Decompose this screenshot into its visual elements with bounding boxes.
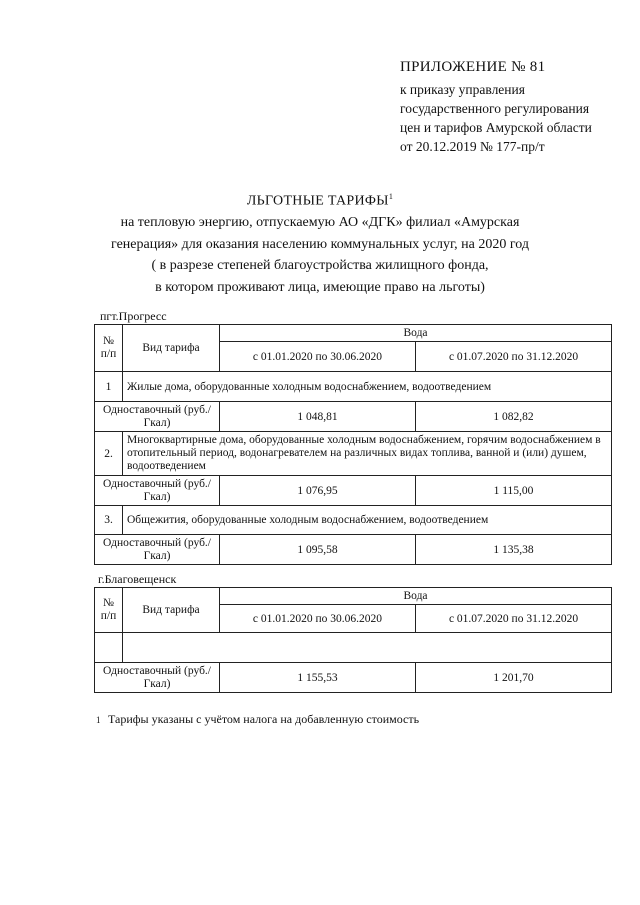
city-label: пгт.Прогресс bbox=[100, 309, 167, 323]
tariff-value-2: 1 082,82 bbox=[416, 402, 612, 432]
header-group: Вода bbox=[220, 325, 612, 342]
header-row bbox=[95, 325, 612, 342]
title-line: на тепловую энергию, отпускаемую АО «ДГК» филиал «Амурская bbox=[120, 215, 520, 231]
tariff-row bbox=[95, 402, 612, 432]
tariff-row bbox=[95, 476, 612, 506]
header-num: № п/п bbox=[95, 325, 123, 372]
tariff-row bbox=[95, 535, 612, 565]
title-footnote-mark: 1 bbox=[388, 192, 394, 201]
tariff-row bbox=[95, 663, 612, 693]
annex-line: государственного регулирования bbox=[400, 101, 590, 116]
section-row bbox=[95, 506, 612, 535]
section-num: 3. bbox=[95, 506, 123, 535]
tariff-label: Одноставочный (руб./Гкал) bbox=[95, 476, 220, 506]
city-label: г.Благовещенск bbox=[98, 572, 177, 586]
header-tariff-type: Вид тарифа bbox=[123, 588, 220, 633]
annex-line: цен и тарифов Амурской области bbox=[400, 120, 592, 135]
title-line: в котором проживают лица, имеющие право на льготы) bbox=[155, 279, 485, 295]
tariff-value-2: 1 201,70 bbox=[416, 663, 612, 693]
title-main bbox=[0, 186, 640, 212]
document-title bbox=[0, 186, 640, 298]
title-line: генерация» для оказания населению коммунальных услуг, на 2020 год bbox=[111, 236, 529, 252]
tariff-label: Одноставочный (руб./Гкал) bbox=[95, 402, 220, 432]
tariff-label: Одноставочный (руб./Гкал) bbox=[95, 663, 220, 693]
section-num bbox=[95, 633, 123, 663]
annex-line: к приказу управления bbox=[400, 82, 525, 97]
section-num: 1 bbox=[95, 372, 123, 402]
footnote bbox=[96, 712, 419, 727]
tariff-value-2: 1 115,00 bbox=[416, 476, 612, 506]
header-num: № п/п bbox=[95, 588, 123, 633]
footnote-text: Тарифы указаны с учётом налога на добавленную стоимость bbox=[108, 712, 420, 726]
header-group: Вода bbox=[220, 588, 612, 605]
header-tariff-type: Вид тарифа bbox=[123, 325, 220, 372]
tariff-table-blagoveshchensk bbox=[94, 587, 612, 693]
section-num: 2. bbox=[95, 432, 123, 476]
title-main-text: ЛЬГОТНЫЕ ТАРИФЫ bbox=[246, 193, 389, 209]
tariff-value-1: 1 095,58 bbox=[220, 535, 416, 565]
header-period1: с 01.01.2020 по 30.06.2020 bbox=[220, 605, 416, 633]
tariff-value-1: 1 155,53 bbox=[220, 663, 416, 693]
annex-heading: ПРИЛОЖЕНИЕ № 81 bbox=[400, 59, 546, 75]
section-row bbox=[95, 372, 612, 402]
tariff-value-1: 1 076,95 bbox=[220, 476, 416, 506]
header-row bbox=[95, 588, 612, 605]
section-description: Многоквартирные дома, оборудованные холодным водоснабжением, горячим водоснабжением в отопительный период, водонагревателем на различных видах топлива, ванной и (или) душем, водоотведением bbox=[123, 432, 612, 476]
header-period2: с 01.07.2020 по 31.12.2020 bbox=[416, 342, 612, 372]
section-row bbox=[95, 633, 612, 663]
section-description: Общежития, оборудованные холодным водоснабжением, водоотведением bbox=[123, 506, 612, 535]
annex-line: от 20.12.2019 № 177-пр/т bbox=[400, 139, 545, 154]
title-line: ( в разрезе степеней благоустройства жилищного фонда, bbox=[151, 258, 489, 274]
annex-header bbox=[400, 58, 592, 156]
section-row bbox=[95, 432, 612, 476]
header-period2: с 01.07.2020 по 31.12.2020 bbox=[416, 605, 612, 633]
section-description bbox=[123, 633, 612, 663]
tariff-value-1: 1 048,81 bbox=[220, 402, 416, 432]
tariff-value-2: 1 135,38 bbox=[416, 535, 612, 565]
tariff-label: Одноставочный (руб./Гкал) bbox=[95, 535, 220, 565]
section-description: Жилые дома, оборудованные холодным водоснабжением, водоотведением bbox=[123, 372, 612, 402]
footnote-mark: 1 bbox=[96, 715, 101, 725]
header-period1: с 01.01.2020 по 30.06.2020 bbox=[220, 342, 416, 372]
tariff-table-progress bbox=[94, 324, 612, 565]
